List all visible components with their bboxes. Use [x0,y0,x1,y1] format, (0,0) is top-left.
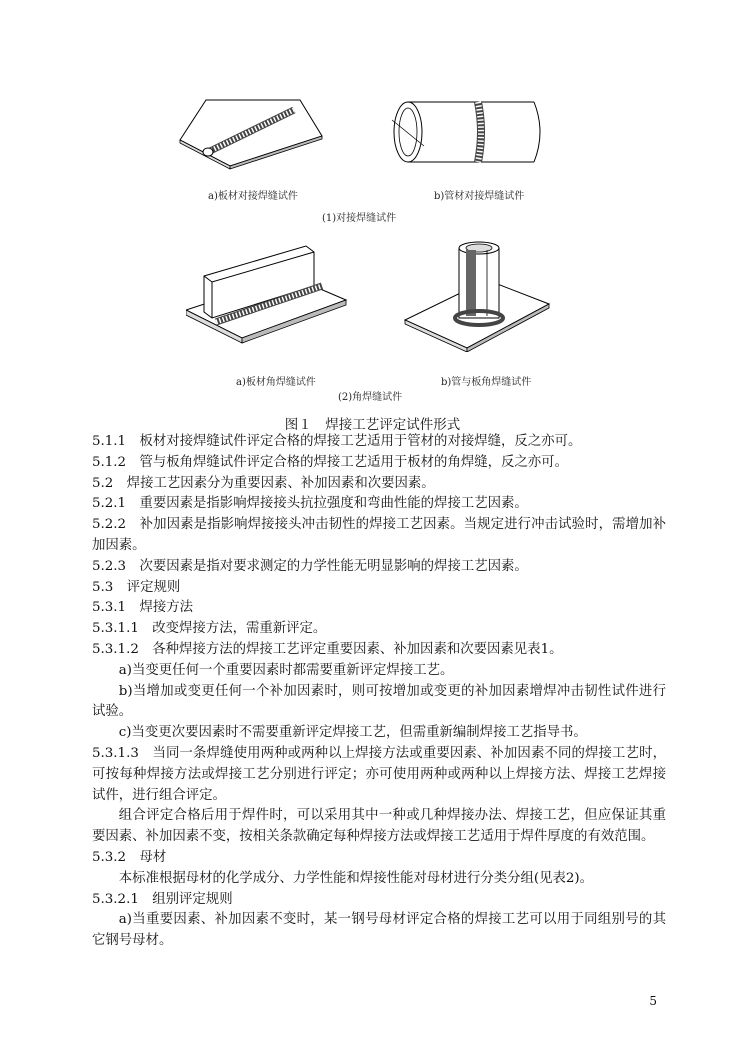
clause-5-3-1-1: 5.3.1.1 改变焊接方法，需重新评定。 [92,621,327,637]
clause-5-3-2-1-heading: 5.3.2.1 组别评定规则 [92,891,233,907]
figure-pipe-butt-weld [386,96,548,168]
clause-5-2-1: 5.2.1 重要因素是指影响焊接接头抗拉强度和弯曲性能的焊接工艺因素。 [92,496,528,512]
figure-title: 图１ 焊接工艺评定试件形式 [284,417,461,433]
page-number: 5 [649,994,657,1008]
figure-plate-butt-weld [172,96,330,170]
caption-group-butt: (1)对接焊缝试件 [322,213,397,224]
section-5-3-heading: 5.3 评定规则 [92,579,181,595]
item-b: b)当增加或变更任何一个补加因素时，则可按增加或变更的补加因素增焊冲击韧性试件进行试验。 [92,683,666,720]
clause-5-3-1-heading: 5.3.1 焊接方法 [92,600,194,616]
clause-5-3-2-heading: 5.3.2 母材 [92,849,167,865]
caption-plate-fillet: a)板材角焊缝试件 [236,377,316,388]
document-body [92,432,666,952]
item-c: c)当变更次要因素时不需要重新评定焊接工艺，但需重新编制焊接工艺指导书。 [118,725,587,741]
clause-5-1-2: 5.1.2 管与板角焊缝试件评定合格的焊接工艺适用于板材的角焊缝，反之亦可。 [92,454,568,470]
figure-pipe-plate-fillet-weld [403,240,551,352]
caption-group-fillet: (2)角焊缝试件 [338,392,403,403]
item-a: a)当变更任何一个重要因素时都需要重新评定焊接工艺。 [118,662,454,678]
clause-5-3-1-2: 5.3.1.2 各种焊接方法的焊接工艺评定重要因素、补加因素和次要因素见表1。 [92,641,563,657]
clause-5-2-2: 5.2.2 补加因素是指影响焊接接头冲击韧性的焊接工艺因素。当规定进行冲击试验时，需增加补加因素。 [92,517,666,553]
clause-5-2: 5.2 焊接工艺因素分为重要因素、补加因素和次要因素。 [92,475,435,491]
clause-5-1-1: 5.1.1 板材对接焊缝试件评定合格的焊接工艺适用于管材的对接焊缝，反之亦可。 [92,434,582,449]
group-rule-item-a: a)当重要因素、补加因素不变时，某一钢号母材评定合格的焊接工艺可以用于同组别号的其它钢号母材。 [92,912,666,949]
clause-5-3-1-3: 5.3.1.3 当同一条焊缝使用两种或两种以上焊接方法或重要因素、补加因素不同的焊接工艺时，可按每种焊接方法或焊接工艺分别进行评定；亦可使用两种或两种以上焊接方法、焊接工艺焊接试件，进行组合评定。 [92,745,666,803]
clause-5-2-3: 5.2.3 次要因素是指对要求测定的力学性能无明显影响的焊接工艺因素。 [92,558,528,574]
combined-evaluation-paragraph: 组合评定合格后用于焊件时，可以采用其中一种或几种焊接办法、焊接工艺，但应保证其重要因素、补加因素不变，按相关条款确定每种焊接方法或焊接工艺适用于焊件厚度的有效范围。 [92,808,666,845]
caption-pipe-butt: b)管材对接焊缝试件 [434,191,525,202]
caption-plate-butt: a)板材对接焊缝试件 [208,191,298,202]
caption-pipe-plate-fillet: b)管与板角焊缝试件 [441,377,532,388]
base-metal-paragraph: 本标准根据母材的化学成分、力学性能和焊接性能对母材进行分类分组(见表2)。 [118,870,594,886]
figure-plate-fillet-weld [186,240,348,352]
